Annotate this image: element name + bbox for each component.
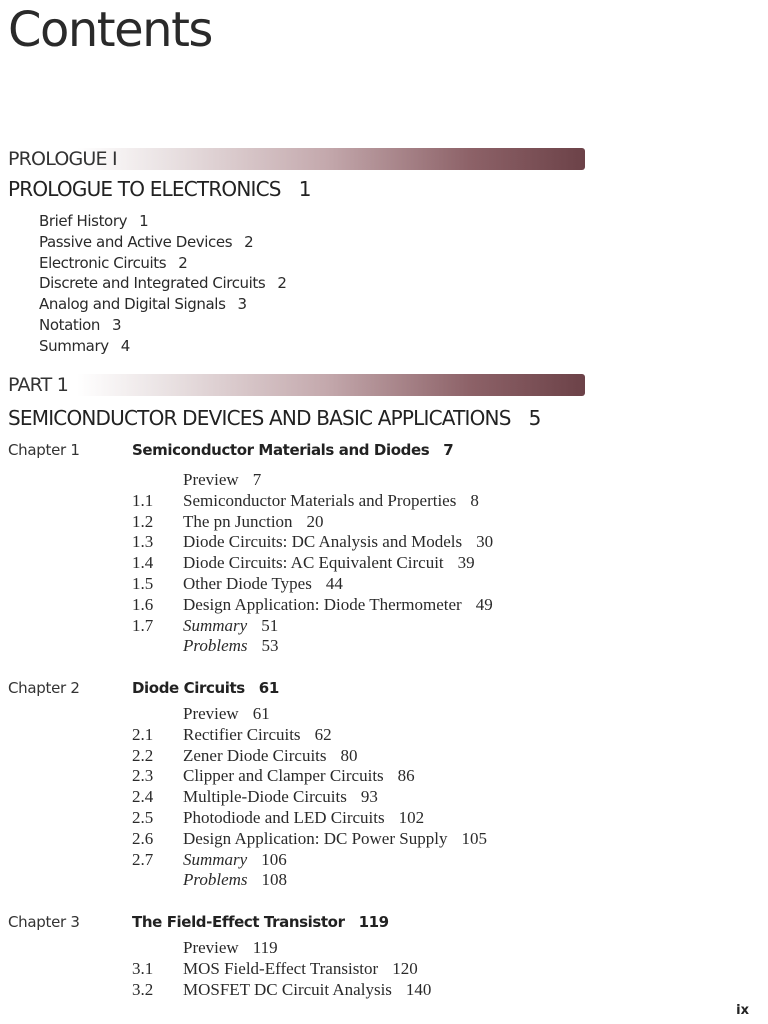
section-page: 44 bbox=[325, 573, 343, 593]
chapter-page: 61 bbox=[258, 679, 279, 697]
section-page: 105 bbox=[461, 828, 487, 848]
section-title: Photodiode and LED Circuits bbox=[183, 807, 385, 827]
prologue-item-page: 1 bbox=[139, 212, 149, 230]
prologue-page: 1 bbox=[298, 177, 311, 201]
prologue-item-title: Notation bbox=[39, 315, 101, 334]
section-title: Diode Circuits: DC Analysis and Models bbox=[183, 532, 463, 552]
section-page: 51 bbox=[261, 615, 279, 635]
section-number: 1.2 bbox=[132, 511, 154, 531]
section-page: 7 bbox=[252, 470, 262, 489]
prologue-item-page: 2 bbox=[244, 232, 254, 251]
section-page: 61 bbox=[252, 704, 270, 723]
section-number: 2.7 bbox=[132, 849, 154, 869]
section-page: 49 bbox=[475, 594, 493, 614]
part1-heading[interactable] bbox=[8, 406, 541, 430]
section-page: 120 bbox=[392, 958, 418, 978]
chapter-label: Chapter 2 bbox=[8, 679, 80, 697]
prologue-item-title: Summary bbox=[39, 336, 109, 355]
prologue-item[interactable] bbox=[39, 294, 287, 315]
section-page: 30 bbox=[476, 532, 494, 552]
prologue-item-title: Discrete and Integrated Circuits bbox=[39, 274, 266, 293]
section-number: 2.6 bbox=[132, 828, 154, 848]
section-page: 20 bbox=[306, 511, 324, 531]
section-title: Summary bbox=[183, 615, 248, 635]
prologue-item-title: Passive and Active Devices bbox=[39, 232, 233, 251]
part1-page: 5 bbox=[528, 406, 541, 430]
section-title: Zener Diode Circuits bbox=[183, 745, 327, 765]
chapter-title-text: Semiconductor Materials and Diodes bbox=[132, 441, 430, 459]
prologue-item-page: 3 bbox=[112, 315, 122, 334]
section-page: 106 bbox=[261, 849, 287, 869]
section-number: 2.5 bbox=[132, 807, 154, 827]
prologue-item[interactable] bbox=[39, 315, 287, 336]
chapter-title[interactable] bbox=[132, 913, 389, 931]
prologue-title: PROLOGUE TO ELECTRONICS bbox=[8, 177, 281, 201]
page-number: ix bbox=[736, 1003, 749, 1018]
chapter-title-text: The Field-Effect Transistor bbox=[132, 913, 345, 931]
section-page: 108 bbox=[261, 870, 288, 890]
section-title: Rectifier Circuits bbox=[183, 724, 301, 744]
section-number: 2.2 bbox=[132, 745, 154, 765]
chapter-title-text: Diode Circuits bbox=[132, 679, 245, 697]
section-title: MOS Field-Effect Transistor bbox=[183, 958, 379, 978]
prologue-item[interactable] bbox=[39, 336, 287, 357]
section-title: Other Diode Types bbox=[183, 573, 312, 593]
section-title: Preview bbox=[183, 938, 239, 957]
chapter-page: 7 bbox=[443, 441, 454, 459]
section-page: 140 bbox=[405, 979, 432, 999]
chapter-label: Chapter 1 bbox=[8, 441, 80, 459]
part1-banner bbox=[8, 374, 585, 396]
section-title: Clipper and Clamper Circuits bbox=[183, 766, 384, 786]
prologue-item-page: 2 bbox=[178, 253, 188, 272]
prologue-item[interactable] bbox=[39, 273, 287, 294]
section-title: MOSFET DC Circuit Analysis bbox=[183, 979, 392, 999]
section-page: 93 bbox=[360, 787, 378, 807]
chapter-title[interactable] bbox=[132, 441, 453, 459]
section-number: 2.3 bbox=[132, 766, 154, 786]
section-title: Design Application: DC Power Supply bbox=[183, 828, 448, 848]
section-page: 8 bbox=[470, 490, 479, 510]
prologue-item[interactable] bbox=[39, 232, 287, 253]
section-title: Preview bbox=[183, 470, 239, 489]
prologue-item-title: Brief History bbox=[39, 212, 128, 230]
chapter-title[interactable] bbox=[132, 679, 279, 697]
prologue-heading[interactable] bbox=[8, 177, 311, 201]
chapter-label: Chapter 3 bbox=[8, 913, 80, 931]
prologue-item-page: 4 bbox=[120, 336, 130, 355]
section-title: Summary bbox=[183, 849, 248, 869]
section-title: Multiple-Diode Circuits bbox=[183, 787, 347, 807]
section-title: The pn Junction bbox=[183, 511, 293, 531]
prologue-item-page: 2 bbox=[277, 274, 287, 293]
section-number: 3.2 bbox=[132, 979, 154, 999]
section-title: Design Application: Diode Thermometer bbox=[183, 594, 462, 614]
prologue-item[interactable] bbox=[39, 211, 287, 232]
section-number: 3.1 bbox=[132, 958, 154, 978]
prologue-item-title: Electronic Circuits bbox=[39, 253, 167, 272]
prologue-label: PROLOGUE I bbox=[8, 148, 117, 170]
section-number: 1.3 bbox=[132, 532, 154, 552]
section-number: 1.4 bbox=[132, 553, 154, 573]
section-page: 86 bbox=[397, 766, 415, 786]
prologue-item-title: Analog and Digital Signals bbox=[39, 295, 226, 314]
section-page: 62 bbox=[314, 724, 332, 744]
part1-label: PART 1 bbox=[8, 374, 68, 396]
section-title: Semiconductor Materials and Properties bbox=[183, 490, 457, 510]
section-number: 1.6 bbox=[132, 594, 154, 614]
section-page: 102 bbox=[398, 807, 425, 827]
section-title: Problems bbox=[183, 870, 248, 890]
page-title: Contents bbox=[8, 2, 212, 58]
section-page: 39 bbox=[457, 553, 475, 573]
section-number: 2.4 bbox=[132, 787, 154, 807]
chapter-page: 119 bbox=[358, 913, 389, 931]
section-title: Preview bbox=[183, 704, 239, 723]
section-title: Problems bbox=[183, 636, 248, 656]
section-number: 1.7 bbox=[132, 615, 154, 635]
section-page: 119 bbox=[252, 938, 278, 957]
prologue-list bbox=[39, 211, 287, 357]
part1-title: SEMICONDUCTOR DEVICES AND BASIC APPLICATIONS bbox=[8, 406, 511, 430]
section-number: 2.1 bbox=[132, 724, 154, 744]
section-page: 80 bbox=[340, 745, 358, 765]
prologue-banner bbox=[8, 148, 585, 170]
section-number: 1.5 bbox=[132, 573, 154, 593]
section-page: 53 bbox=[261, 636, 279, 656]
prologue-item[interactable] bbox=[39, 253, 287, 274]
prologue-item-page: 3 bbox=[237, 295, 247, 314]
section-title: Diode Circuits: AC Equivalent Circuit bbox=[183, 553, 444, 573]
section-number: 1.1 bbox=[132, 490, 154, 510]
